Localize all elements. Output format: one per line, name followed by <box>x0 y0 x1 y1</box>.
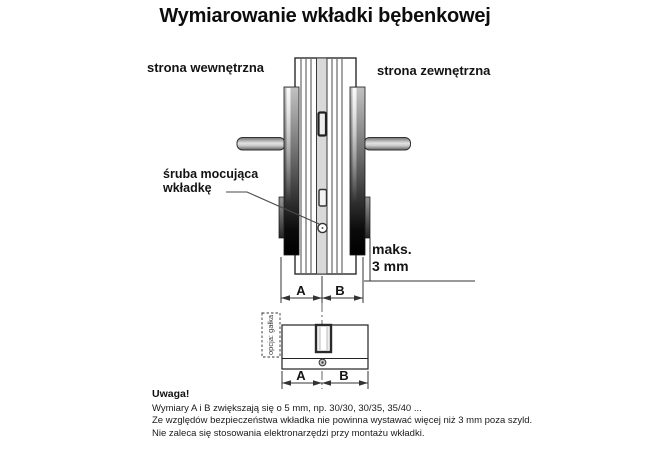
note-line: Ze względów bezpieczeństwa wkładka nie powinna wystawać więcej niż 3 mm poza szyld. <box>152 415 533 427</box>
max-protrusion-label: maks. 3 mm <box>372 241 412 274</box>
door-cross-section <box>295 58 356 274</box>
note-line: Wymiary A i B zwiększają się o 5 mm, np. 30/30, 30/35, 35/40 ... <box>152 403 422 414</box>
dim-a-upper: A <box>296 283 306 298</box>
dim-a-lower: A <box>296 368 306 383</box>
notes-block <box>152 388 622 440</box>
upper-slot <box>319 113 327 136</box>
lower-slot <box>319 190 327 207</box>
plate-inner <box>284 87 299 255</box>
spindle-right <box>364 138 411 151</box>
cam-screw <box>319 359 326 366</box>
inner-side-label: strona wewnętrzna <box>147 60 265 75</box>
plate-outer <box>350 87 365 255</box>
page-title: Wymiarowanie wkładki bębenkowej <box>159 5 491 27</box>
outer-side-label: strona zewnętrzna <box>377 63 491 78</box>
spindle-left <box>237 138 285 151</box>
dim-b-lower: B <box>339 368 349 383</box>
note-line: Nie zaleca się stosowania elektronarzędzi przy montażu wkładki. <box>152 427 425 439</box>
lock-case-strip <box>317 58 328 274</box>
cam-opening <box>316 325 331 352</box>
fixing-screw-label: śruba mocująca wkładkę <box>163 167 259 195</box>
knob-option-label: opcja: gałka <box>266 314 275 356</box>
fixing-screw <box>318 223 327 232</box>
dim-b-upper: B <box>335 283 345 298</box>
notes-heading: Uwaga! <box>152 388 190 400</box>
